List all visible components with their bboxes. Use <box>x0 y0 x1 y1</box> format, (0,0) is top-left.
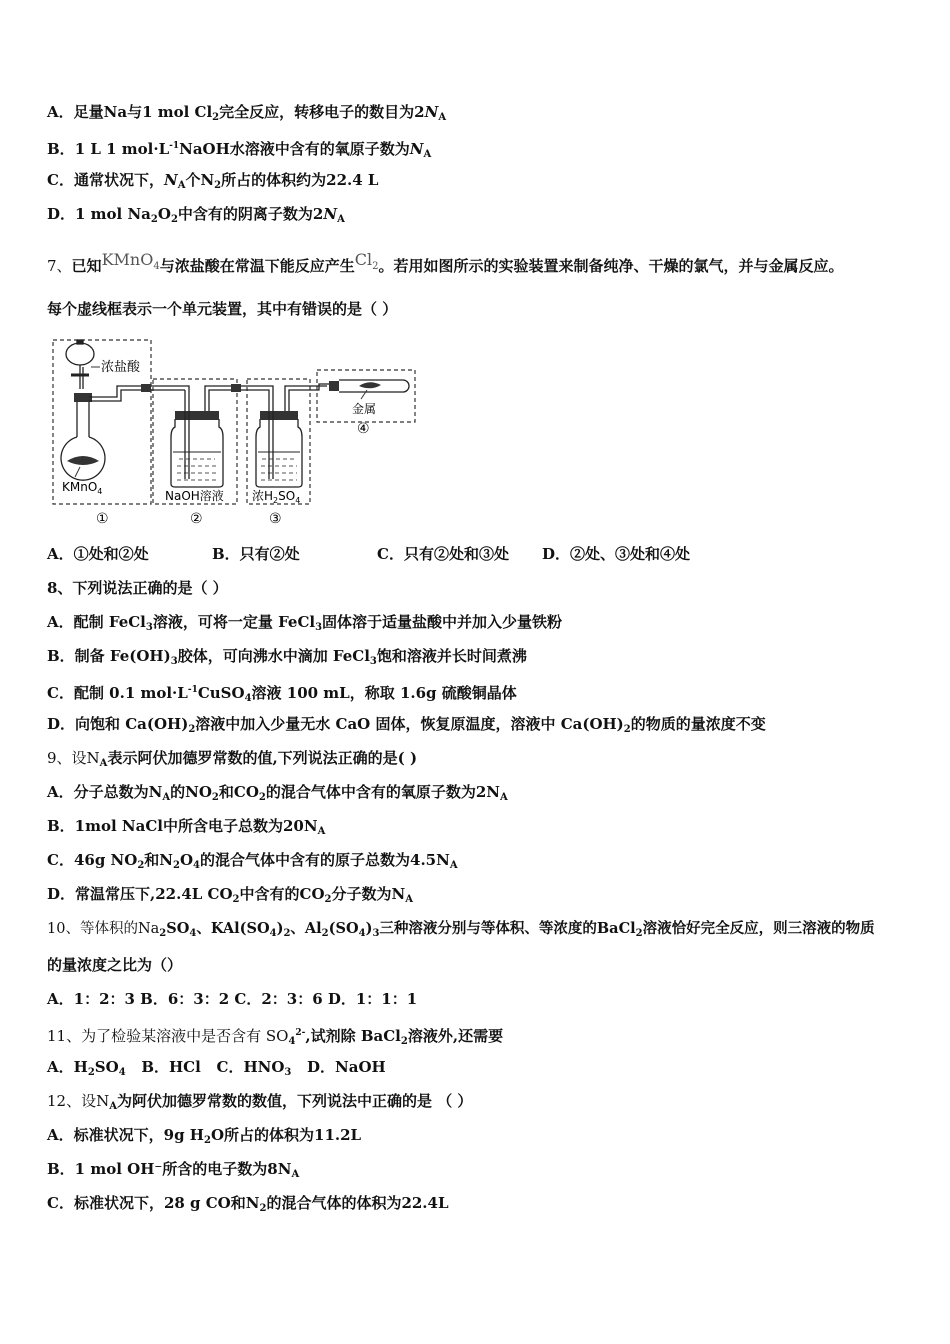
q9-option-d[interactable] <box>47 884 413 910</box>
subscript: 2 <box>400 1036 408 1047</box>
subscript: A <box>500 792 508 803</box>
unit-number-3: ③ <box>269 511 282 527</box>
subscript: 2 <box>283 928 291 939</box>
option-label: D． <box>47 205 76 223</box>
connector-1 <box>141 384 151 392</box>
inlet-tube-3-wall <box>247 390 269 479</box>
subscript: A <box>438 112 447 123</box>
text: 中含有的CO <box>239 885 325 903</box>
text: 的物质的量浓度不变 <box>630 715 766 733</box>
text: O <box>157 205 171 223</box>
q6-option-b[interactable] <box>47 136 431 165</box>
subscript: 2 <box>324 894 332 905</box>
subscript: 2 <box>623 724 631 735</box>
subscript: A <box>317 826 326 837</box>
superscript: -1 <box>169 141 180 151</box>
text: 分子数为N <box>331 885 406 903</box>
text: 的NO <box>170 783 212 801</box>
avogadro-symbol: N <box>409 140 424 158</box>
text: 。若用如图所示的实验装置来制备纯净、干燥的氯气，并与金属反应。 <box>378 257 844 275</box>
text: ) <box>276 920 284 937</box>
text: 与浓盐酸在常温下能反应产生 <box>159 257 355 275</box>
separatory-funnel <box>66 340 94 389</box>
subscript: 3 <box>372 928 380 939</box>
text: 完全反应，转移电子的数目为2 <box>219 103 425 121</box>
text: 和CO <box>218 783 259 801</box>
q10-stem <box>47 919 875 944</box>
subscript: A <box>109 1101 117 1112</box>
text: 和N <box>144 851 173 869</box>
subscript: 2 <box>212 112 220 123</box>
text: ) <box>365 920 373 937</box>
label-h2so4 <box>252 489 300 505</box>
subscript: 2 <box>635 928 643 939</box>
subscript: 4 <box>358 928 366 939</box>
subscript: 3 <box>369 656 377 667</box>
subscript: 2 <box>203 1135 211 1146</box>
text: A．分子总数为N <box>47 783 163 801</box>
text: C．46g NO <box>47 851 138 869</box>
subscript: 2 <box>150 214 158 225</box>
q7-option-a[interactable]: A．①处和②处 <box>47 545 149 563</box>
subscript: 2 <box>273 496 279 505</box>
text: 1 L 1 mol·L <box>74 140 170 158</box>
apparatus-figure <box>47 337 422 532</box>
text: CuSO <box>197 684 245 702</box>
avogadro-symbol: N <box>163 171 178 189</box>
unit-number-2: ② <box>190 511 203 527</box>
subscript: 3 <box>284 1067 292 1078</box>
text: 11、为了检验某溶液中是否含有 SO <box>47 1027 289 1045</box>
text: 为阿伏加德罗常数的数值，下列说法中正确的是 （ ） <box>116 1092 473 1110</box>
q7-stem-line2: 每个虚线框表示一个单元装置，其中有错误的是（ ） <box>47 300 398 318</box>
subscript: 3 <box>315 622 323 633</box>
q11-stem <box>47 1023 503 1052</box>
text: 、KAl(SO <box>196 920 270 937</box>
h2so4-liquid <box>261 459 297 480</box>
h2so4-text: 浓H <box>252 489 274 503</box>
q8-stem: 8、下列说法正确的是（ ） <box>47 579 228 597</box>
subscript: A <box>291 1169 300 1180</box>
avogadro-symbol: N <box>424 103 439 121</box>
q10-options[interactable]: A．1：2：3 B．6：3：2 C．2：3：6 D．1：1：1 <box>47 990 418 1008</box>
text: 饱和溶液并长时间煮沸 <box>376 647 527 665</box>
q9-option-c[interactable] <box>47 850 458 876</box>
subscript: 2 <box>159 928 167 939</box>
q12-option-b[interactable] <box>47 1159 299 1185</box>
subscript: 4 <box>189 928 197 939</box>
text: 、Al <box>290 920 322 937</box>
q6-option-d[interactable] <box>47 204 345 230</box>
subscript: A <box>99 758 108 769</box>
text: 的混合气体的体积为22.4L <box>266 1194 449 1212</box>
text: 足量Na与1 mol Cl <box>73 103 213 121</box>
q11-options <box>47 1057 386 1083</box>
text: A．标准状况下，9g H <box>47 1126 204 1144</box>
kmno4-text: KMnO <box>62 480 98 494</box>
superscript: 2- <box>295 1028 306 1038</box>
text: 9、设N <box>47 749 100 767</box>
text: 固体溶于适量盐酸中并加入少量铁粉 <box>322 613 563 631</box>
q12-option-c[interactable] <box>47 1193 449 1219</box>
text: 所占的体积约为22.4 L <box>221 171 379 189</box>
text: SO <box>166 920 190 937</box>
formula-cl2: Cl <box>354 250 373 269</box>
subscript: 4 <box>118 1067 126 1078</box>
text: 10、等体积的Na <box>47 921 160 937</box>
subscript: 2 <box>211 792 219 803</box>
subscript: 4 <box>97 487 103 496</box>
q8-option-c[interactable] <box>47 680 517 709</box>
text: 12、设N <box>47 1092 110 1110</box>
subscript: 4 <box>153 261 160 272</box>
text: 的混合气体中含有的原子总数为4.5N <box>200 851 450 869</box>
unit-number-1: ① <box>96 511 109 527</box>
washing-bottle-naoh <box>171 419 223 487</box>
text: 溶液 100 mL，称取 1.6g 硫酸铜晶体 <box>251 684 517 702</box>
connector-2 <box>231 384 241 392</box>
subscript: A <box>423 149 432 160</box>
text: A．H <box>47 1058 88 1076</box>
subscript: A <box>177 180 186 191</box>
metal-sample <box>359 382 381 388</box>
text: (SO <box>328 920 359 937</box>
text: 个N <box>185 171 215 189</box>
avogadro-symbol: N <box>323 205 338 223</box>
text: 1 mol Na <box>75 205 151 223</box>
text: 胶体，可向沸水中滴加 FeCl <box>177 647 370 665</box>
subscript: 2 <box>232 894 240 905</box>
q6-option-a[interactable] <box>47 102 446 128</box>
text: D．常温常压下,22.4L CO <box>47 885 233 903</box>
subscript: 2 <box>372 261 379 272</box>
text: 溶液中加入少量无水 CaO 固体，恢复原温度，溶液中 Ca(OH) <box>195 715 624 733</box>
text: 表示阿伏加德罗常数的值,下列说法正确的是( ) <box>107 749 418 767</box>
text: 已知 <box>71 257 102 275</box>
text: 三种溶液分别与等体积、等浓度的BaCl <box>379 920 636 937</box>
q6-option-c[interactable] <box>47 170 378 196</box>
q11-option-c[interactable] <box>217 1058 292 1076</box>
round-flask <box>61 402 105 480</box>
text: ,试剂除 BaCl <box>305 1027 401 1045</box>
subscript: 3 <box>170 656 178 667</box>
q11-option-b[interactable]: B．HCl <box>141 1058 201 1076</box>
text: B．1 mol OH⁻所含的电子数为8N <box>47 1160 292 1178</box>
subscript: 2 <box>321 928 329 939</box>
label-naoh: NaOH溶液 <box>165 489 224 503</box>
subscript: 2 <box>188 724 196 735</box>
subscript: 2 <box>87 1067 95 1078</box>
option-label: C． <box>47 171 74 189</box>
text: D．向饱和 Ca(OH) <box>47 715 189 733</box>
unit-number-4: ④ <box>357 421 370 437</box>
drying-bottle-h2so4 <box>256 419 302 487</box>
q7-stem <box>47 250 843 277</box>
option-label: B． <box>47 140 75 158</box>
subscript: 2 <box>170 214 178 225</box>
q7-option-c[interactable]: C．只有②处和③处 <box>377 545 509 563</box>
text: 通常状况下， <box>73 171 164 189</box>
text: NaOH水溶液中含有的氧原子数为 <box>179 140 410 158</box>
text: 溶液，可将一定量 FeCl <box>152 613 316 631</box>
text: C．HNO <box>216 1058 285 1076</box>
unit-box-2 <box>153 379 237 504</box>
inlet-tube-2 <box>157 386 189 479</box>
subscript: A <box>162 792 171 803</box>
subscript: 2 <box>259 1203 267 1214</box>
q12-stem <box>47 1091 472 1117</box>
subscript: 4 <box>193 860 201 871</box>
label-metal: 金属 <box>352 402 377 416</box>
bottle-3-stopper <box>260 411 298 420</box>
superscript: -1 <box>187 685 198 695</box>
subscript: 2 <box>173 860 180 871</box>
tube-4-stopper <box>329 381 339 391</box>
text: SO <box>94 1058 119 1076</box>
q7-option-b[interactable]: B．只有②处 <box>212 545 300 563</box>
text: 溶液恰好完全反应，则三溶液的物质 <box>642 920 875 937</box>
subscript: 2 <box>258 792 266 803</box>
text: 溶液外,还需要 <box>407 1027 504 1045</box>
kmno4-solid <box>67 456 99 465</box>
q12-option-a[interactable] <box>47 1125 361 1151</box>
text: C．配制 0.1 mol·L <box>47 684 188 702</box>
subscript: 4 <box>288 1036 296 1047</box>
q8-option-a[interactable] <box>47 612 562 638</box>
q10-stem-line2: 的量浓度之比为（） <box>47 956 183 974</box>
h2so4-text: SO <box>278 489 296 503</box>
q9-stem <box>47 748 417 774</box>
label-acid: 浓盐酸 <box>101 360 141 375</box>
q8-option-d[interactable] <box>47 714 766 740</box>
text: A．配制 FeCl <box>47 613 146 631</box>
text: 的混合气体中含有的氧原子数为2N <box>265 783 501 801</box>
subscript: A <box>337 214 345 225</box>
formula-kmno4: KMnO <box>101 250 154 269</box>
q7-option-d[interactable]: D．②处、③处和④处 <box>542 545 691 563</box>
outlet-tube-2-wall <box>209 390 247 411</box>
text: C．标准状况下，28 g CO和N <box>47 1194 260 1212</box>
subscript: 4 <box>295 496 301 505</box>
text: 中含有的阴离子数为2 <box>177 205 324 223</box>
subscript: 2 <box>214 180 222 191</box>
subscript: A <box>405 894 413 905</box>
text: B．1mol NaCl中所含电子总数为20N <box>47 817 318 835</box>
label-kmno4-pointer <box>75 467 80 477</box>
question-number: 7、 <box>47 257 72 275</box>
subscript: 2 <box>137 860 145 871</box>
text: O <box>179 851 194 869</box>
bottle-2-stopper <box>175 411 219 420</box>
naoh-liquid <box>177 459 217 480</box>
q11-option-d[interactable]: D．NaOH <box>307 1058 386 1076</box>
option-label: A． <box>47 103 74 121</box>
text: O所占的体积为11.2L <box>210 1126 362 1144</box>
subscript: 3 <box>145 622 153 633</box>
q11-option-a[interactable] <box>47 1058 126 1076</box>
subscript: A <box>449 860 458 871</box>
q9-option-b[interactable] <box>47 816 325 842</box>
text: B．制备 Fe(OH) <box>47 647 171 665</box>
subscript: 4 <box>269 928 277 939</box>
q9-option-a[interactable] <box>47 782 508 808</box>
subscript: 4 <box>244 693 252 704</box>
q8-option-b[interactable] <box>47 646 527 672</box>
label-kmno4 <box>62 480 102 496</box>
